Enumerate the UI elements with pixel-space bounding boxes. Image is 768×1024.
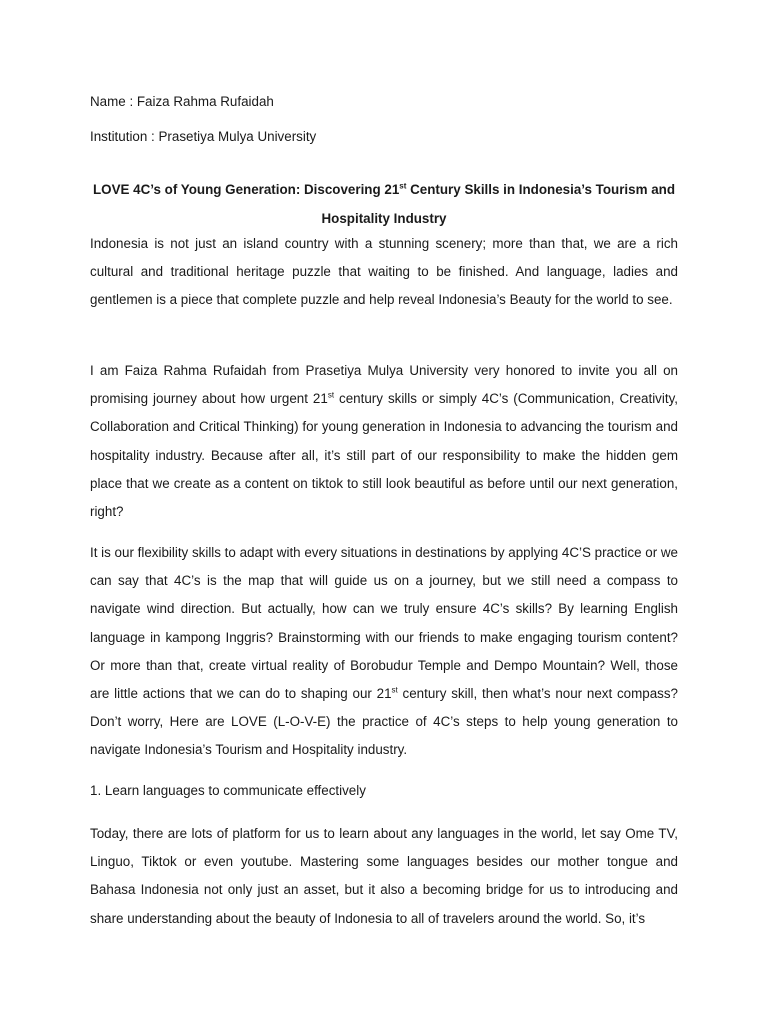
paragraph3-text-end: century skill, then what’s nour next compass? Don’t worry, Here are LOVE (L-O-V-E) the practice of 4C’s steps to help young generation to navigate Indonesia’s Tourism and Hospitality industry. [90,686,678,758]
paragraph-languages: Today, there are lots of platform for us to learn about any languages in the world, let say Ome TV, Linguo, Tiktok or even youtube. Mastering some languages besides our mother tongue and Bahasa Indonesia not only just an asset, but it also a becoming bridge for us to introducing and share understanding about the beauty of Indonesia to all of travelers around the world. So, it’s [90,826,678,926]
paragraph2-superscript: st [327,390,335,400]
title-superscript: st [399,181,407,191]
paragraph-flexibility [90,539,678,765]
section-heading-learn-languages: 1. Learn languages to communicate effectively [90,783,366,798]
author-institution: Institution : Prasetiya Mulya University [90,129,317,144]
document-title [90,175,678,233]
paragraph3-text-start: It is our flexibility skills to adapt with every situations in destinations by applying 4C’S practice or we can say that 4C’s is the map that will guide us on a journey, but we still need a compass to navigate wind direction. But actually, how can we truly ensure 4C’s skills? By learning English language in kampong Inggris? Brainstorming with our friends to make engaging tourism content? Or more than that, create virtual reality of Borobudur Temple and Dempo Mountain? Well, those are little actions that we can do to shaping our 21 [90,545,678,702]
title-text-end: Century Skills in Indonesia’s Tourism and Hospitality Industry [321,182,676,227]
paragraph3-superscript: st [391,685,398,695]
paragraph-introduction-speaker [90,357,678,526]
paragraph-intro: Indonesia is not just an island country with a stunning scenery; more than that, we are a rich cultural and traditional heritage puzzle that waiting to be finished. And language, ladies and gentlemen is a piece that complete puzzle and help reveal Indonesia’s Beauty for the world to see. [90,236,678,308]
paragraph2-text-start: I am Faiza Rahma Rufaidah from Prasetiya Mulya University very honored to invite you all on promising journey about how urgent 21 [90,363,678,407]
paragraph2-text-end: century skills or simply 4C’s (Communication, Creativity, Collaboration and Critical Thinking) for young generation in Indonesia to advancing the tourism and hospitality industry. Because after all, it’s still part of our responsibility to make the hidden gem place that we create as a content on tiktok to still look beautiful as before until our next generation, right? [90,391,678,520]
title-text-start: LOVE 4C’s of Young Generation: Discovering 21 [92,182,400,198]
author-name: Name : Faiza Rahma Rufaidah [90,94,274,109]
